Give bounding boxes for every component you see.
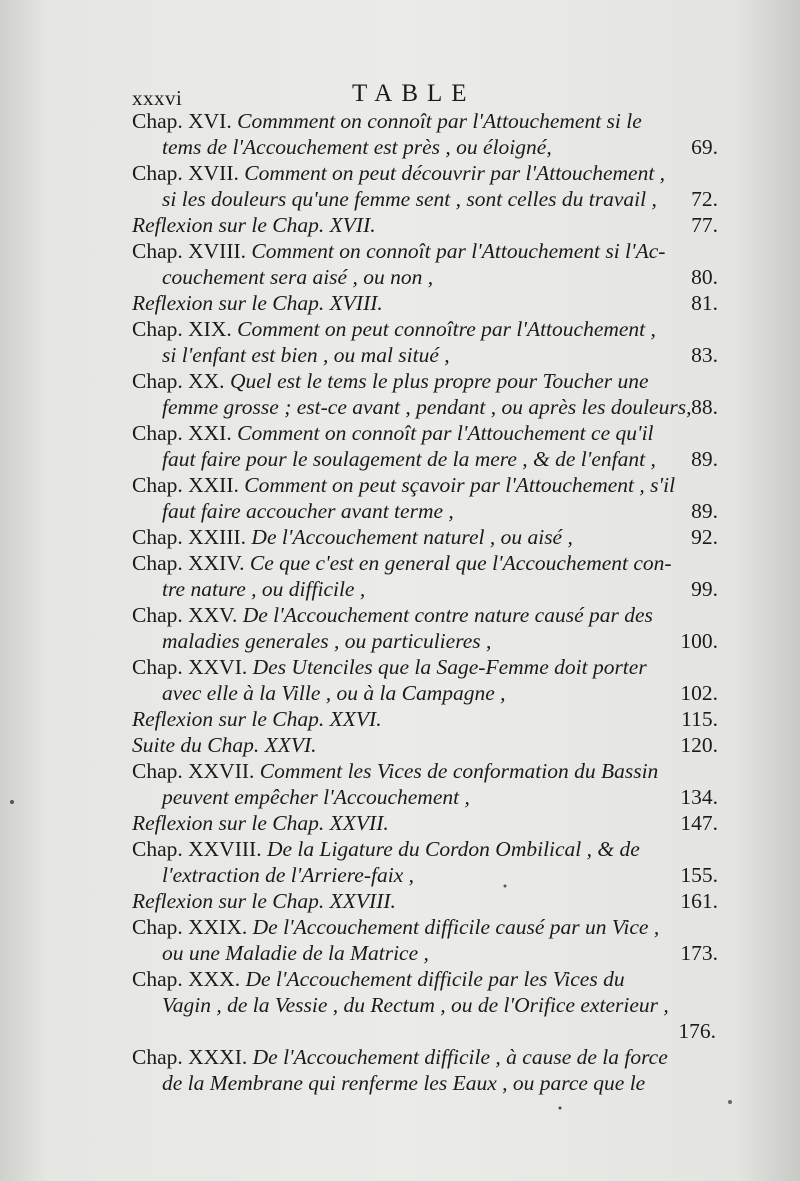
page-reference: 72.	[691, 187, 718, 211]
toc-line	[132, 446, 722, 472]
toc-line	[132, 836, 722, 862]
toc-line	[132, 862, 722, 888]
page-reference: 69.	[691, 135, 718, 159]
page-reference: 89.	[691, 499, 718, 523]
chapter-label: Chap. XVI.	[132, 109, 232, 133]
toc-line	[132, 212, 722, 238]
toc-line	[132, 550, 722, 576]
toc-entry	[132, 290, 722, 316]
toc-entry	[132, 1044, 722, 1096]
toc-line	[132, 316, 722, 342]
entry-title: Reflexion sur le Chap. XXVI.	[132, 707, 382, 731]
chapter-label: Chap. XXI.	[132, 421, 232, 445]
entry-title: Comment on connoît par l'Attouchement ce qu'il	[237, 421, 654, 445]
entry-title: Ce que c'est en general que l'Accouchement con-	[249, 551, 672, 575]
page-reference: 77.	[691, 213, 718, 237]
toc-entry	[132, 420, 722, 472]
entry-title: Comment les Vices de conformation du Bassin	[259, 759, 659, 783]
page-reference: 115.	[681, 707, 718, 731]
entry-title: avec elle à la Ville , ou à la Campagne ,	[162, 681, 506, 705]
chapter-label: Chap. XXX.	[132, 967, 241, 991]
toc-entry	[132, 602, 722, 654]
toc-line	[132, 394, 722, 420]
entry-title: De l'Accouchement naturel , ou aisé ,	[251, 525, 573, 549]
entry-title: De la Ligature du Cordon Ombilical , & de	[266, 837, 640, 861]
toc-line	[132, 1044, 722, 1070]
toc-line	[132, 108, 722, 134]
entry-title: faut faire pour le soulagement de la mere , & de l'enfant ,	[162, 447, 656, 471]
entry-title: ou une Maladie de la Matrice ,	[162, 941, 429, 965]
toc-entry	[132, 836, 722, 888]
toc-line	[132, 680, 722, 706]
toc-line	[132, 472, 722, 498]
toc-line	[132, 706, 722, 732]
chapter-label: Chap. XXXI.	[132, 1045, 248, 1069]
chapter-label: Chap. XX.	[132, 369, 225, 393]
entry-title: de la Membrane qui renferme les Eaux , ou parce que le	[162, 1071, 646, 1095]
page-reference: 99.	[691, 577, 718, 601]
toc-entry	[132, 472, 722, 524]
chapter-label: Chap. XXVII.	[132, 759, 255, 783]
chapter-label: Chap. XIX.	[132, 317, 232, 341]
chapter-label: Chap. XXV.	[132, 603, 238, 627]
toc-line	[132, 576, 722, 602]
toc-line	[132, 186, 722, 212]
entry-title: De l'Accouchement contre nature causé par des	[242, 603, 653, 627]
toc-line	[132, 420, 722, 446]
entry-title: l'extraction de l'Arriere-faix ,	[162, 863, 414, 887]
page-reference: 81.	[691, 291, 718, 315]
page-header	[0, 80, 800, 110]
entry-title: De l'Accouchement difficile , à cause de la force	[252, 1045, 668, 1069]
toc-line	[132, 810, 722, 836]
toc-line	[132, 628, 722, 654]
entry-title: Quel est le tems le plus propre pour Toucher une	[229, 369, 649, 393]
toc-line	[132, 1018, 722, 1044]
toc-line	[132, 264, 722, 290]
page-reference: 120.	[680, 733, 718, 757]
entry-title: De l'Accouchement difficile causé par un Vice ,	[252, 915, 660, 939]
chapter-label: Chap. XXVI.	[132, 655, 248, 679]
toc-line	[132, 914, 722, 940]
page-reference: 155.	[680, 863, 718, 887]
toc-entry	[132, 238, 722, 290]
entry-title: maladies generales , ou particulieres ,	[162, 629, 492, 653]
toc-entry	[132, 888, 722, 914]
toc-line	[132, 992, 722, 1018]
entry-title: De l'Accouchement difficile par les Vices du	[245, 967, 625, 991]
toc-entry	[132, 654, 722, 706]
page-number: xxxvi	[132, 86, 183, 110]
toc-entry	[132, 550, 722, 602]
toc-line	[132, 342, 722, 368]
toc-entry	[132, 160, 722, 212]
entry-title: Des Utenciles que la Sage-Femme doit porter	[252, 655, 647, 679]
toc-entry	[132, 810, 722, 836]
table-of-contents	[132, 108, 722, 1096]
chapter-label: Chap. XXII.	[132, 473, 239, 497]
entry-title: Vagin , de la Vessie , du Rectum , ou de l'Orifice exterieur ,	[162, 993, 669, 1017]
entry-title: Comment on peut sçavoir par l'Attouchement , s'il	[244, 473, 676, 497]
entry-title: Reflexion sur le Chap. XXVIII.	[132, 889, 396, 913]
entry-title: si l'enfant est bien , ou mal situé ,	[162, 343, 450, 367]
entry-title: tems de l'Accouchement est près , ou éloigné,	[162, 135, 552, 159]
toc-line	[132, 654, 722, 680]
toc-line	[132, 498, 722, 524]
toc-line	[132, 888, 722, 914]
toc-entry	[132, 732, 722, 758]
entry-title: Reflexion sur le Chap. XVII.	[132, 213, 376, 237]
chapter-label: Chap. XXVIII.	[132, 837, 262, 861]
entry-title: Suite du Chap. XXVI.	[132, 733, 317, 757]
entry-title: Reflexion sur le Chap. XVIII.	[132, 291, 383, 315]
toc-line	[132, 784, 722, 810]
page-reference: 173.	[680, 941, 718, 965]
toc-line	[132, 290, 722, 316]
toc-entry	[132, 316, 722, 368]
page-reference: 100.	[680, 629, 718, 653]
toc-line	[132, 758, 722, 784]
chapter-label: Chap. XVII.	[132, 161, 239, 185]
page-reference: 83.	[691, 343, 718, 367]
page-reference: 80.	[691, 265, 718, 289]
entry-title: si les douleurs qu'une femme sent , sont celles du travail ,	[162, 187, 657, 211]
toc-line	[132, 368, 722, 394]
entry-title: Comment on connoît par l'Attouchement si l'Ac-	[251, 239, 666, 263]
entry-title: femme grosse ; est-ce avant , pendant , ou après les douleurs,	[162, 395, 692, 419]
toc-line	[132, 732, 722, 758]
entry-title: faut faire accoucher avant terme ,	[162, 499, 454, 523]
toc-line	[132, 134, 722, 160]
page-reference: 147.	[680, 811, 718, 835]
chapter-label: Chap. XXIII.	[132, 525, 247, 549]
toc-line	[132, 940, 722, 966]
toc-line	[132, 238, 722, 264]
toc-entry	[132, 108, 722, 160]
page-reference: 92.	[691, 525, 718, 549]
toc-entry	[132, 706, 722, 732]
toc-line	[132, 524, 722, 550]
chapter-label: Chap. XXIX.	[132, 915, 248, 939]
entry-title: tre nature , ou difficile ,	[162, 577, 366, 601]
toc-entry	[132, 966, 722, 1044]
page-reference: 161.	[680, 889, 718, 913]
toc-line	[132, 160, 722, 186]
toc-entry	[132, 212, 722, 238]
entry-title: Comment on peut découvrir par l'Attouchement ,	[244, 161, 666, 185]
toc-entry	[132, 524, 722, 550]
chapter-label: Chap. XVIII.	[132, 239, 247, 263]
running-title: TABLE	[352, 80, 476, 107]
page-reference: 89.	[691, 447, 718, 471]
page-reference: 176.	[678, 1019, 716, 1043]
page-reference: 102.	[680, 681, 718, 705]
entry-title: Reflexion sur le Chap. XXVII.	[132, 811, 389, 835]
page-reference: 88.	[691, 395, 718, 419]
entry-title: peuvent empêcher l'Accouchement ,	[162, 785, 470, 809]
toc-entry	[132, 368, 722, 420]
toc-entry	[132, 758, 722, 810]
chapter-label: Chap. XXIV.	[132, 551, 245, 575]
toc-line	[132, 966, 722, 992]
toc-line	[132, 1070, 722, 1096]
entry-title: Comment on peut connoître par l'Attouchement ,	[237, 317, 656, 341]
entry-title: couchement sera aisé , ou non ,	[162, 265, 434, 289]
toc-entry	[132, 914, 722, 966]
entry-title: Commment on connoît par l'Attouchement si le	[237, 109, 642, 133]
page-reference: 134.	[680, 785, 718, 809]
toc-line	[132, 602, 722, 628]
